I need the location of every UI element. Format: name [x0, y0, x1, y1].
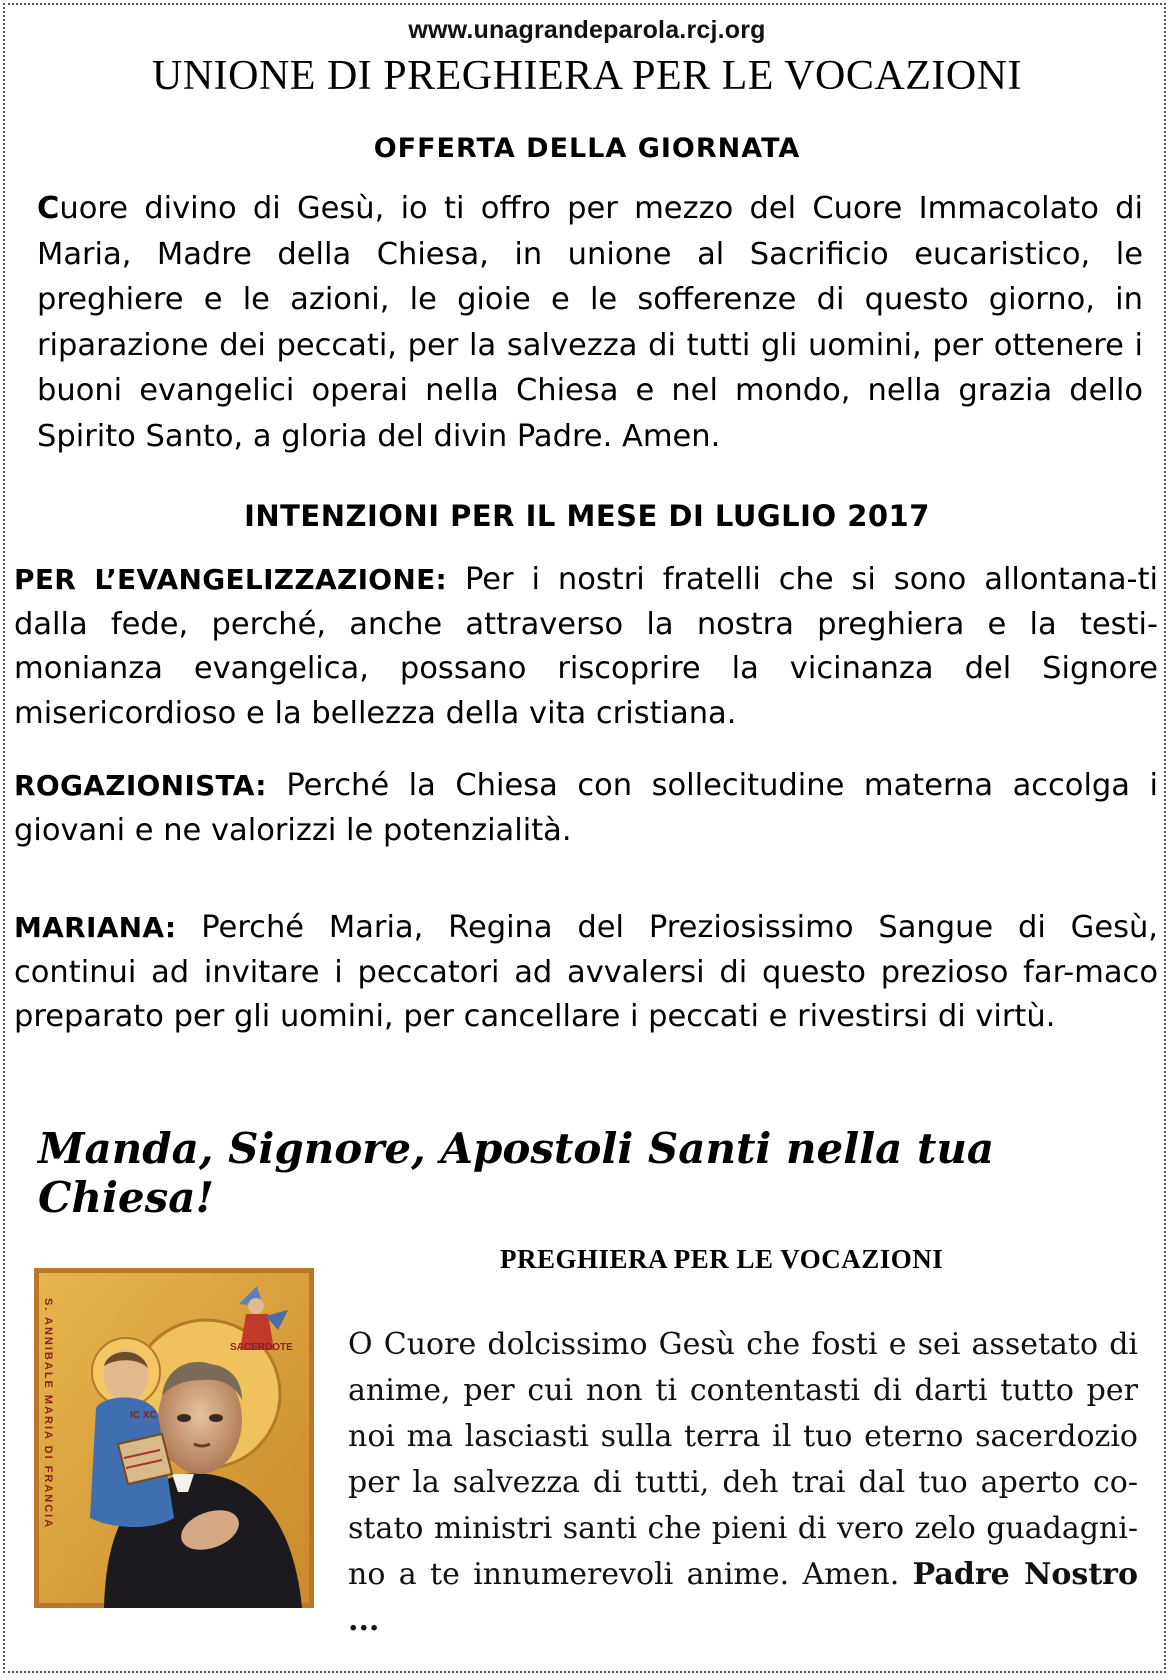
icon-side-inscription: S. ANNIBALE MARIA DI FRANCIA: [42, 1298, 54, 1530]
intention-label: PER L’EVANGELIZZAZIONE:: [14, 563, 448, 596]
offerta-text: uore divino di Gesù, io ti offro per mezzo del Cuore Immacolato di Maria, Madre della Chiesa, in unione al Sacrificio eucaristico, le preghiere e le azioni, le gioie e le sofferenze di questo giorno, in riparazione dei peccati, per la salvezza di tutti gli uomini, per ottenere i buoni evangelici operai nella Chiesa e nel mondo, nella grazia dello Spirito Santo, a gloria del divin Padre. Amen.: [37, 191, 1143, 454]
intention-rogazionista: [14, 764, 1158, 853]
offerta-paragraph: [37, 186, 1143, 459]
icon-label-sacerdote: SACERDOTE: [230, 1342, 293, 1353]
intenzioni-heading: INTENZIONI PER IL MESE DI LUGLIO 2017: [244, 499, 930, 533]
website-url: www.unagrandeparola.rcj.org: [408, 16, 766, 44]
motto-invocation: Manda, Signore, Apostoli Santi nella tua Chiesa!: [38, 1124, 995, 1222]
intention-label: MARIANA:: [14, 911, 177, 944]
intention-evangelizzazione: [14, 558, 1158, 736]
intention-text: Per i nostri fratelli che si sono allontana-ti dalla fede, perché, anche attraverso la nostra preghiera e la testi-monianza evangelica, possano riscoprire la vicinanza del Signore misericordioso e la bellezza della vita cristiana.: [14, 562, 1158, 731]
offerta-heading: OFFERTA DELLA GIORNATA: [373, 133, 801, 164]
offerta-initial: C: [37, 191, 60, 226]
page-title: UNIONE DI PREGHIERA PER LE VOCAZIONI: [151, 53, 1023, 99]
saint-icon-image: [34, 1268, 314, 1608]
intention-label: ROGAZIONISTA:: [14, 769, 267, 802]
prayer-heading: PREGHIERA PER LE VOCAZIONI: [500, 1244, 944, 1274]
intention-mariana: [14, 906, 1158, 1040]
icon-monogram: IC XC: [130, 1410, 157, 1421]
intention-text: Perché la Chiesa con sollecitudine materna accolga i giovani e ne valorizzi le potenzialità.: [14, 768, 1158, 848]
prayer-paragraph: [348, 1322, 1138, 1644]
intention-text: Perché Maria, Regina del Preziosissimo Sangue di Gesù, continui ad invitare i peccatori ad avvalersi di questo prezioso far-maco preparato per gli uomini, per cancellare i peccati e rivestirsi di virtù.: [14, 910, 1158, 1034]
prayer-closing: Padre Nostro ...: [348, 1557, 1138, 1638]
prayer-text: O Cuore dolcissimo Gesù che fosti e sei assetato di anime, per cui non ti contentasti di darti tutto per noi ma lasciasti sulla terra il tuo eterno sacerdozio per la salvezza di tutti, deh trai dal tuo aperto co-stato ministri santi che pieni di vero zelo guadagni-no a te innumerevoli anime. Amen.: [348, 1327, 1138, 1592]
